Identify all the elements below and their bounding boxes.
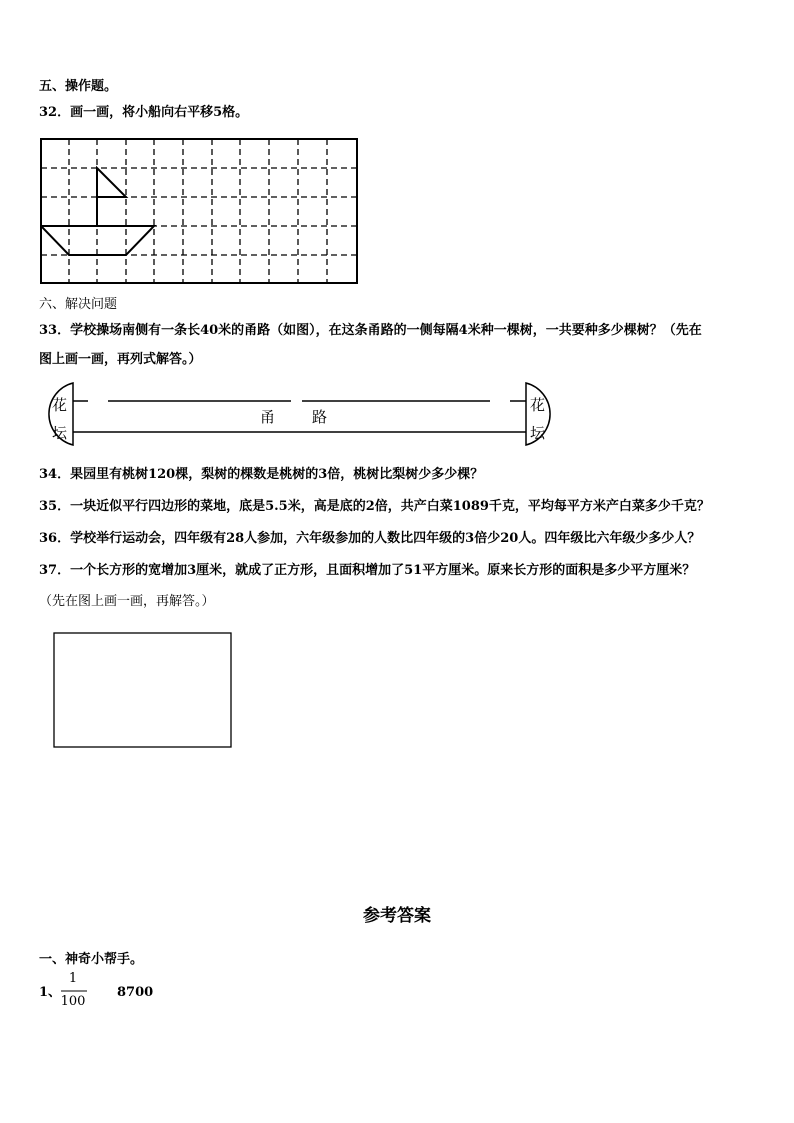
left-bed-label-top: 花 xyxy=(52,396,68,414)
section-heading-operation: 五、操作题。 xyxy=(39,79,118,94)
left-bed-label-bottom: 坛 xyxy=(52,424,68,442)
rectangle-drawing-box xyxy=(53,632,233,749)
question-34: 34．果园里有桃树120棵，梨树的棵数是桃树的3倍，桃树比梨树少多少棵？ xyxy=(39,467,484,482)
answer-1-fraction-numerator: 1 xyxy=(68,971,78,986)
question-33-line2: 图上画一画，再列式解答。） xyxy=(39,352,202,367)
answers-section1-heading: 一、神奇小帮手。 xyxy=(39,952,144,967)
answer-1-label: 1、 xyxy=(39,985,62,1000)
grid-border xyxy=(41,139,357,283)
boat-grid-figure xyxy=(40,138,360,286)
road-figure xyxy=(40,382,562,448)
answers-title: 参考答案 xyxy=(363,906,431,926)
question-32: 32．画一画，将小船向右平移5格。 xyxy=(39,105,249,120)
question-35: 35．一块近似平行四边形的菜地，底是5.5米，高是底的2倍，共产白菜1089千克，平均每平方米产白菜多少千克？ xyxy=(39,499,710,514)
right-bed-label-bottom: 坛 xyxy=(530,424,546,442)
answer-1-fraction-bar xyxy=(61,990,87,992)
answer-1-fraction-denominator: 100 xyxy=(60,994,86,1009)
right-bed-label-top: 花 xyxy=(530,396,546,414)
road-label-char1: 甬 xyxy=(260,408,276,426)
road-label-char2: 路 xyxy=(312,408,328,426)
section-heading-solve: 六、解决问题 xyxy=(39,297,118,312)
grid-dashed-lines xyxy=(41,139,357,283)
question-37-line1: 37．一个长方形的宽增加3厘米，就成了正方形，且面积增加了51平方厘米。原来长方形的面积是多少平方厘米？ xyxy=(39,563,696,578)
question-36: 36．学校举行运动会，四年级有28人参加，六年级参加的人数比四年级的3倍少20人。四年级比六年级少多少人？ xyxy=(39,531,701,546)
answer-1-value: 8700 xyxy=(117,985,154,1000)
question-33-line1: 33．学校操场南侧有一条长40米的甬路（如图），在这条甬路的一侧每隔4米种一棵树，一共要种多少棵树？（先在 xyxy=(39,323,702,338)
question-37-line2: （先在图上画一画，再解答。） xyxy=(39,594,215,609)
